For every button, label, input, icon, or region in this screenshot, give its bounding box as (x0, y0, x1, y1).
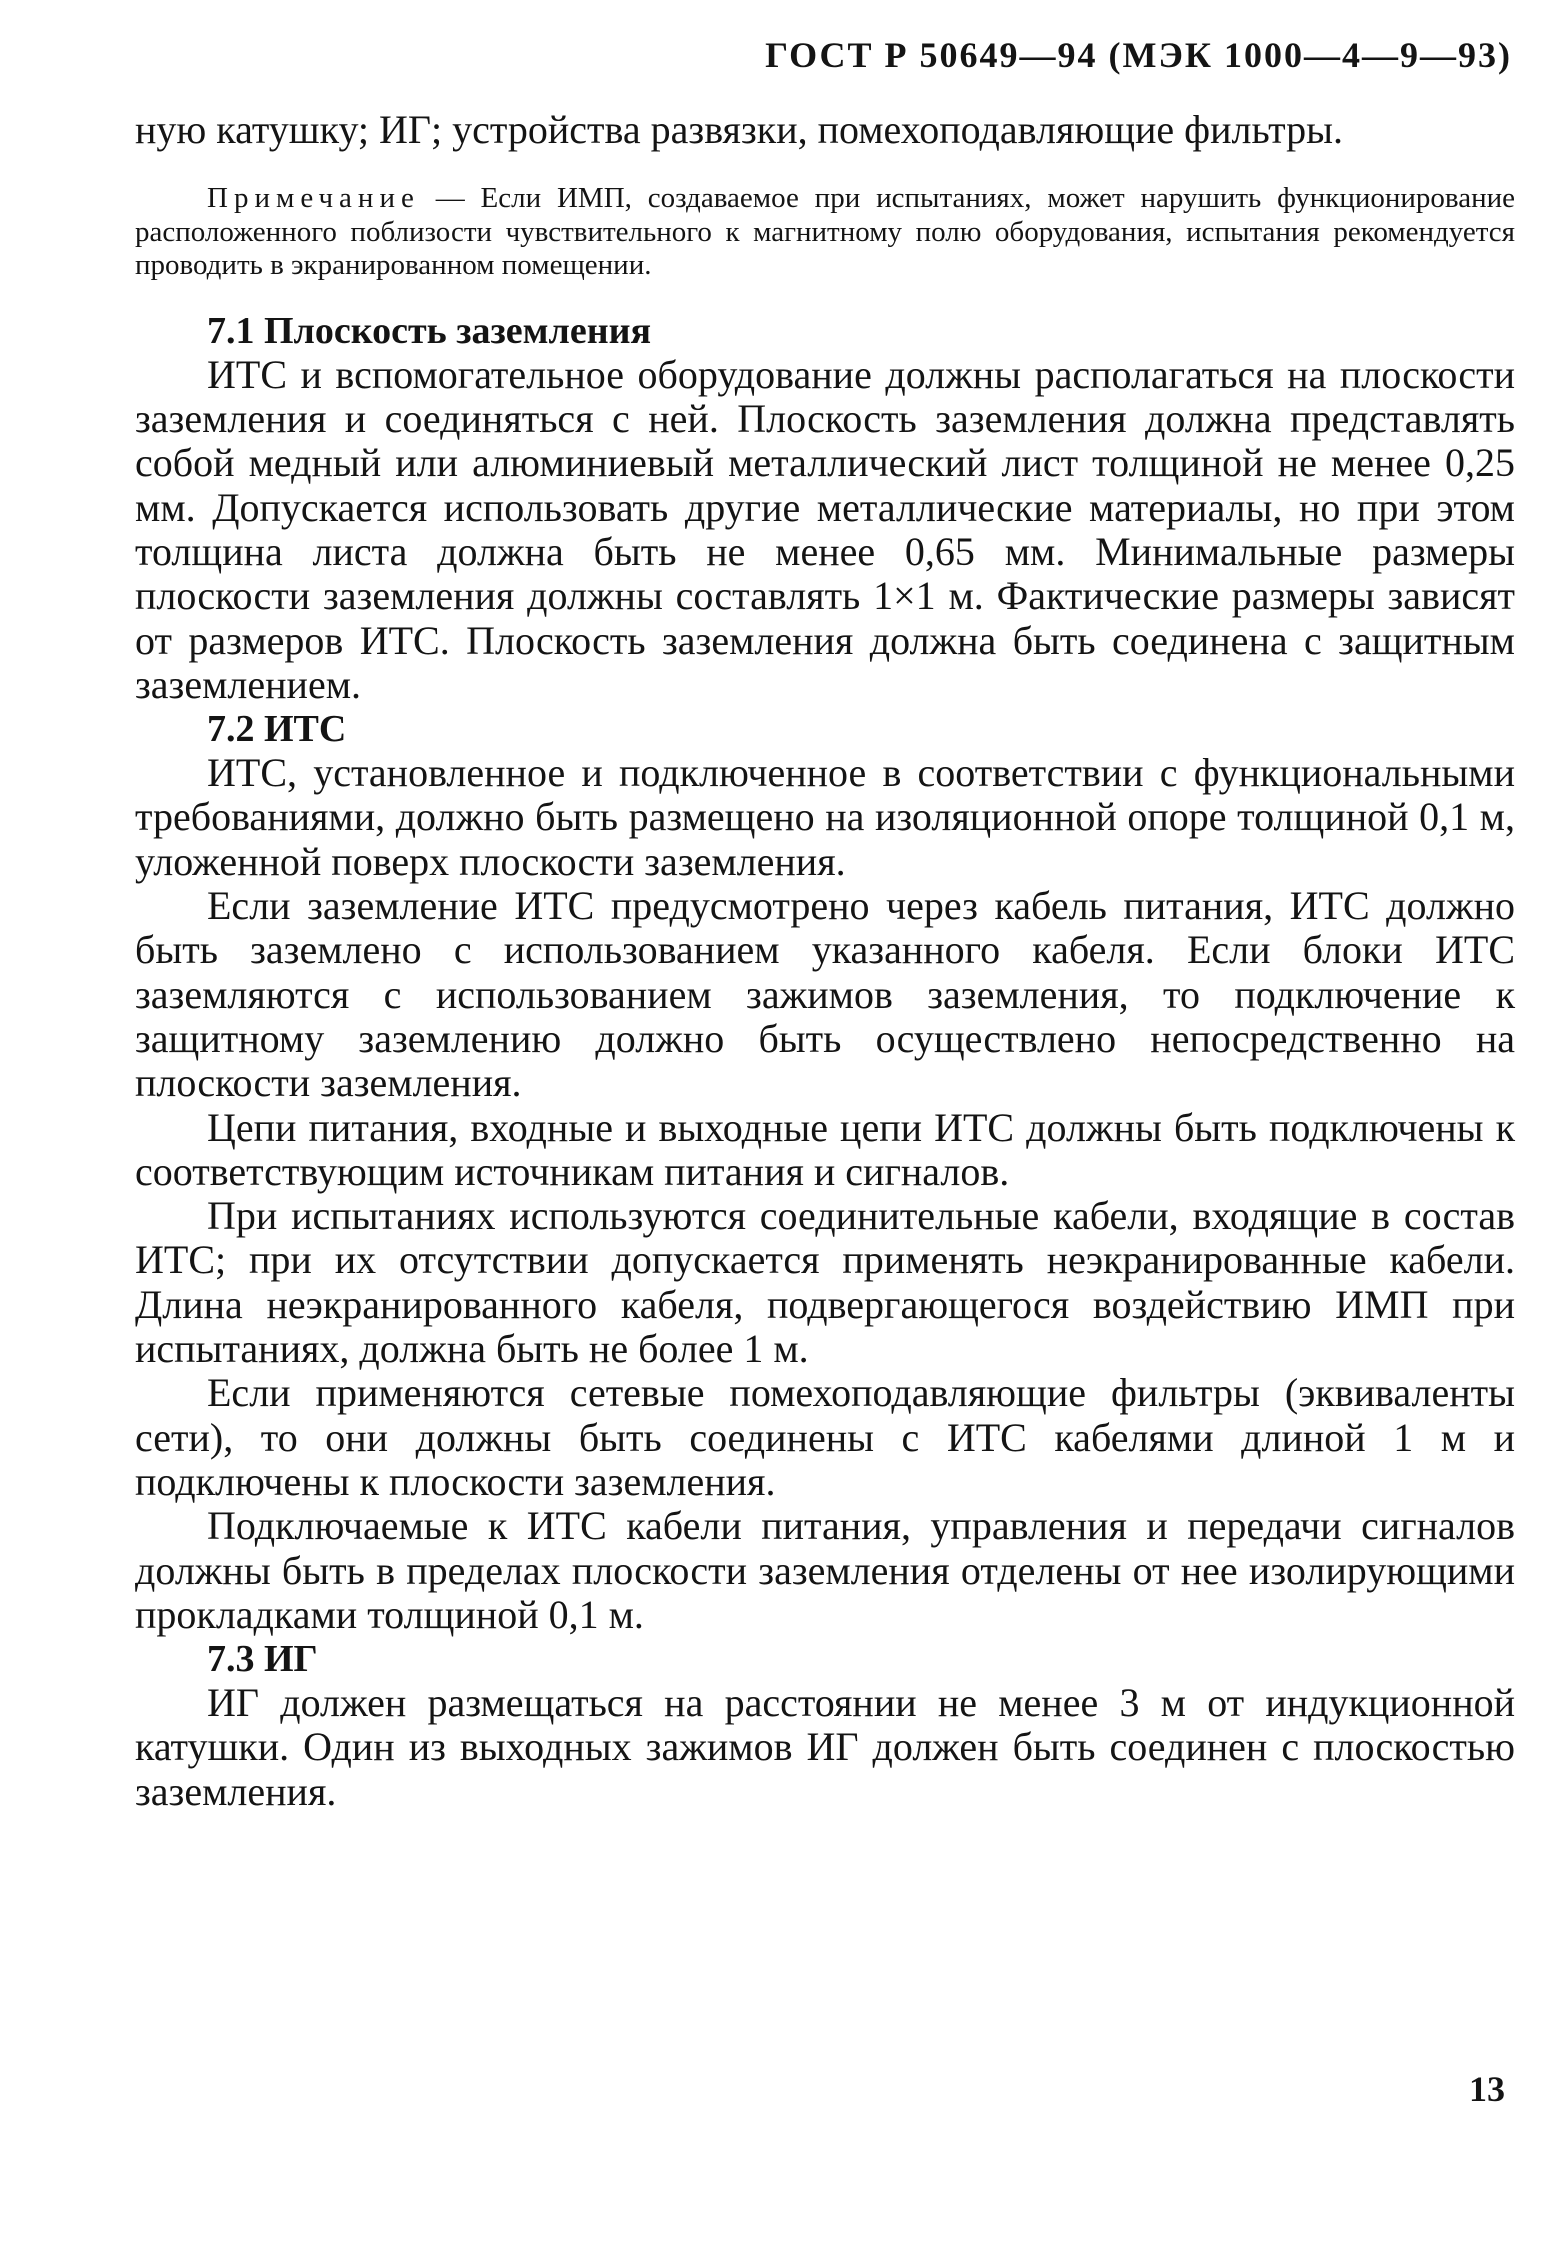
running-header: ГОСТ Р 50649—94 (МЭК 1000—4—9—93) (765, 35, 1512, 75)
section-7-2-paragraph: Цепи питания, входные и выходные цепи ИТС должны быть подключены к соответствующим источникам питания и сигналов. (135, 1104, 1515, 1194)
note-label: Примечание (207, 182, 420, 215)
section-7-1-paragraph: ИТС и вспомогательное оборудование должны располагаться на плоскости заземления и соединяться с ней. Плоскость заземления должна представлять собой медный или алюминиевый металлический лист толщиной не менее 0,25 мм. Допускается использовать другие металлические материалы, но при этом толщина листа должна быть не менее 0,65 мм. Минимальные размеры плоскости заземления должны составлять 1×1 м. Фактические размеры зависят от размеров ИТС. Плоскость заземления должна быть соединена с защитным заземлением. (135, 351, 1515, 707)
page-number: 13 (1469, 2069, 1505, 2109)
section-heading-7-3: 7.3 ИГ (207, 1638, 318, 1681)
section-7-2-paragraph: Если применяются сетевые помехоподавляющие фильтры (эквиваленты сети), то они должны быть соединены с ИТС кабелями длиной 1 м и подключены к плоскости заземления. (135, 1370, 1515, 1504)
section-7-2-paragraph: Подключаемые к ИТС кабели питания, управления и передачи сигналов должны быть в пределах плоскости заземления отделены от нее изолирующими прокладками толщиной 0,1 м. (135, 1503, 1515, 1637)
note-text: — Если ИМП, создаваемое при испытаниях, может нарушить функционирование расположенного поблизости чувствительного к магнитному полю оборудования, испытания рекомендуется проводить в экранированном помещении. (135, 182, 1515, 282)
section-7-2-paragraph: При испытаниях используются соединительные кабели, входящие в состав ИТС; при их отсутствии допускается применять неэкранированные кабели. Длина неэкранированного кабеля, подвергающегося воздействию ИМП при испытаниях, должна быть не более 1 м. (135, 1193, 1515, 1372)
section-heading-7-2: 7.2 ИТС (207, 708, 347, 751)
intro-paragraph: ную катушку; ИГ; устройства развязки, помехоподавляющие фильтры. (135, 107, 1344, 152)
section-7-3-paragraph: ИГ должен размещаться на расстоянии не менее 3 м от индукционной катушки. Один из выходных зажимов ИГ должен быть соединен с плоскостью заземления. (135, 1680, 1515, 1814)
section-7-2-paragraph: Если заземление ИТС предусмотрено через кабель питания, ИТС должно быть заземлено с использованием указанного кабеля. Если блоки ИТС заземляются с использованием зажимов заземления, то подключение к защитному заземлению должно быть осуществлено непосредственно на плоскости заземления. (135, 883, 1515, 1106)
section-heading-7-1: 7.1 Плоскость заземления (207, 309, 652, 352)
note-block (135, 182, 1515, 283)
section-7-2-paragraph: ИТС, установленное и подключенное в соответствии с функциональными требованиями, должно быть размещено на изоляционной опоре толщиной 0,1 м, уложенной поверх плоскости заземления. (135, 750, 1515, 884)
page-content (135, 108, 1515, 1814)
